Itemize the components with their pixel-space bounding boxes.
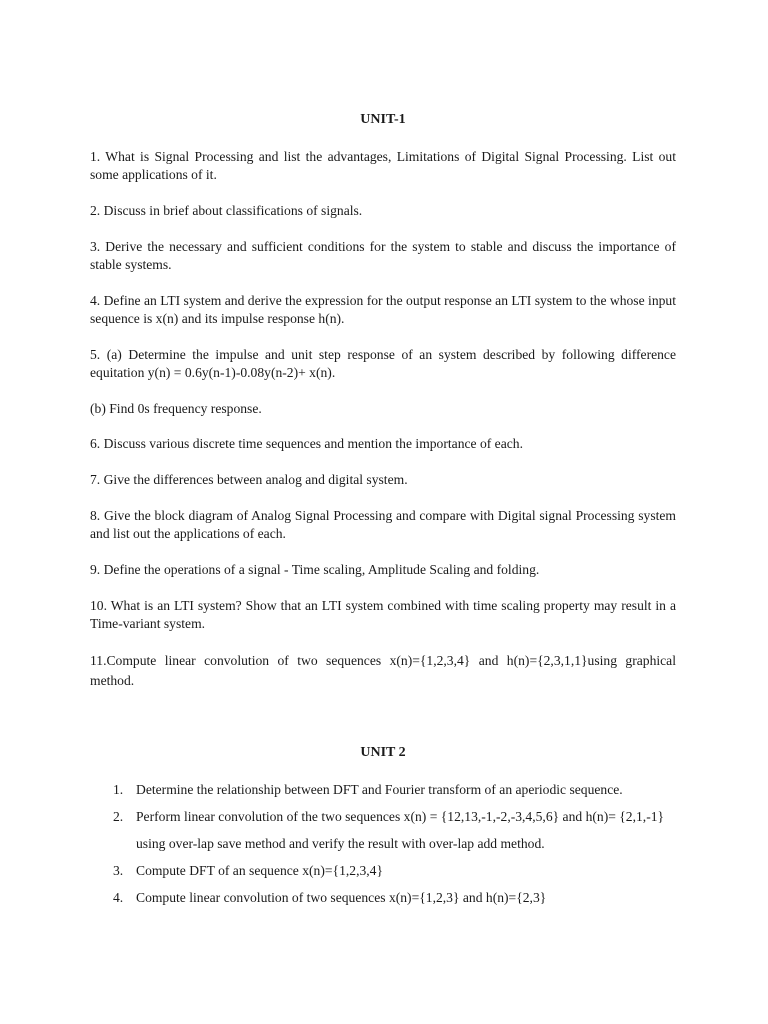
unit2-item-number: 1. <box>113 782 124 797</box>
unit2-item <box>90 803 676 857</box>
unit2-item-text: Determine the relationship between DFT and Fourier transform of an aperiodic sequence. <box>136 782 623 797</box>
unit1-heading: UNIT-1 <box>360 112 406 127</box>
unit2-item-number: 2. <box>113 809 124 824</box>
question-8: 8. Give the block diagram of Analog Signal Processing and compare with Digital signal Processing system and list out the applications of each. <box>90 508 676 541</box>
question-7: 7. Give the differences between analog and digital system. <box>90 472 408 487</box>
unit2-item-text: Compute linear convolution of two sequences x(n)={1,2,3} and h(n)={2,3} <box>136 890 547 905</box>
unit2-item <box>90 884 676 911</box>
unit2-item-text: Perform linear convolution of the two sequences x(n) = {12,13,-1,-2,-3,4,5,6} and h(n)= {2,1,-1} using over-lap save method and verify the result with over-lap add method. <box>136 809 665 851</box>
unit2-item-number: 4. <box>113 890 124 905</box>
unit2-item <box>90 857 676 884</box>
question-9: 9. Define the operations of a signal - Time scaling, Amplitude Scaling and folding. <box>90 562 540 577</box>
unit2-item <box>90 776 676 803</box>
unit2-item-number: 3. <box>113 863 124 878</box>
question-5b: (b) Find 0s frequency response. <box>90 401 262 416</box>
unit2-item-text: Compute DFT of an sequence x(n)={1,2,3,4} <box>136 863 383 878</box>
unit2-heading: UNIT 2 <box>360 745 406 760</box>
question-5a: 5. (a) Determine the impulse and unit step response of an system described by following difference equitation y(n) = 0.6y(n-1)-0.08y(n-2)+ x(n). <box>90 347 676 380</box>
question-2: 2. Discuss in brief about classifications of signals. <box>90 203 363 218</box>
question-4: 4. Define an LTI system and derive the expression for the output response an LTI system to the whose input sequence is x(n) and its impulse response h(n). <box>90 293 676 326</box>
question-11: 11.Compute linear convolution of two sequences x(n)={1,2,3,4} and h(n)={2,3,1,1}using graphical method. <box>90 653 676 688</box>
question-10: 10. What is an LTI system? Show that an LTI system combined with time scaling property may result in a Time-variant system. <box>90 598 676 631</box>
question-6: 6. Discuss various discrete time sequences and mention the importance of each. <box>90 436 523 451</box>
question-1: 1. What is Signal Processing and list the advantages, Limitations of Digital Signal Processing. List out some applications of it. <box>90 149 676 182</box>
question-3: 3. Derive the necessary and sufficient conditions for the system to stable and discuss the importance of stable systems. <box>90 239 676 272</box>
